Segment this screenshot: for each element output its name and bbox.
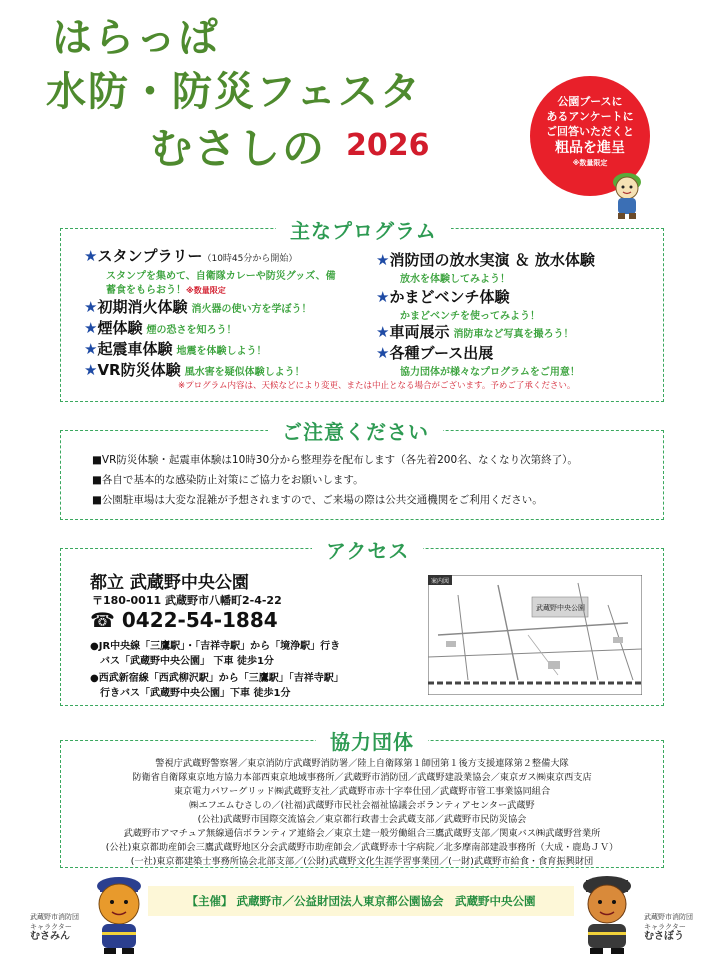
program-name: 煙体験 bbox=[97, 319, 143, 337]
program-disclaimer: ※プログラム内容は、天候などにより変更、または中止となる場合がございます。予めご了承ください。 bbox=[178, 381, 576, 391]
cooperation-line: 武蔵野市アマチュア無線通信ボランティア連絡会／東京土建一般労働組合三鷹武蔵野支部／関東バス㈱武蔵野営業所 bbox=[123, 828, 601, 839]
program-item bbox=[84, 359, 305, 380]
program-desc: かまどベンチを使ってみよう！ bbox=[400, 311, 540, 322]
program-sub: 地震を体験しよう！ bbox=[176, 346, 267, 357]
program-desc bbox=[106, 281, 226, 296]
left-character-caption bbox=[30, 912, 79, 942]
program-name: 車両展示 bbox=[389, 323, 450, 341]
caution-line: ■各自で基本的な感染防止対策にご協力をお願いします。 bbox=[92, 474, 364, 486]
mascot-icon bbox=[606, 168, 648, 220]
caption-line: 武蔵野市消防団 bbox=[644, 913, 693, 921]
map-corner-label: 案内図 bbox=[431, 578, 450, 585]
program-heading: 主なプログラム bbox=[276, 215, 451, 244]
title-line-3: むさしの bbox=[150, 124, 327, 173]
star-icon: ★ bbox=[84, 340, 98, 358]
program-desc-text: 蓄食をもらおう！ bbox=[106, 285, 186, 296]
program-note: （10時45分から開始） bbox=[202, 254, 298, 264]
route-line: ●西武新宿線「西武柳沢駅」から「三鷹駅」「吉祥寺駅」 bbox=[90, 673, 344, 684]
badge-line-1: 公園ブースに bbox=[557, 95, 623, 108]
star-icon: ★ bbox=[84, 298, 98, 316]
phone-icon: ☎ bbox=[90, 608, 115, 632]
route-line: 行きバス「武蔵野中央公園」下車 徒歩1分 bbox=[90, 688, 291, 699]
phone-text: 0422-54-1884 bbox=[121, 608, 278, 632]
program-desc: 放水を体験してみよう！ bbox=[400, 274, 510, 285]
route-line: ●JR中央線「三鷹駅」・「吉祥寺駅」から「境浄駅」行き bbox=[90, 641, 341, 652]
musamin-character-icon bbox=[88, 872, 150, 956]
program-item bbox=[376, 249, 595, 270]
program-item bbox=[84, 338, 266, 359]
caution-line: ■VR防災体験・起震車体験は10時30分から整理券を配布します（各先着200名、なくなり次第終了）。 bbox=[92, 454, 578, 466]
program-sub: 煙の恐さを知ろう！ bbox=[146, 325, 237, 336]
program-name: VR防災体験 bbox=[97, 361, 181, 379]
park-name: 都立 武蔵野中央公園 bbox=[90, 573, 249, 593]
park-address: 〒180-0011 武蔵野市八幡町2-4-22 bbox=[92, 594, 282, 607]
program-sub: 消防車など写真を撮ろう！ bbox=[453, 329, 574, 340]
musabou-character-icon bbox=[576, 870, 638, 956]
cooperation-line: ㈱エフエムむさしの／(社福)武蔵野市民社会福祉協議会ボランティアセンター武蔵野 bbox=[189, 800, 535, 811]
program-name: 初期消火体験 bbox=[97, 298, 188, 316]
program-name: スタンプラリー bbox=[97, 247, 203, 265]
program-sub: 消火器の使い方を学ぼう！ bbox=[191, 304, 312, 315]
program-item bbox=[84, 245, 297, 266]
cooperation-line: 警視庁武蔵野警察署／東京消防庁武蔵野消防署／陸上自衛隊第１師団第１後方支援連隊第２整備大隊 bbox=[155, 758, 569, 769]
cooperation-line: (一社)東京都建築士事務所協会北部支部／(公財)武蔵野文化生涯学習事業団／(一財)武蔵野市給食・食育振興財団 bbox=[130, 856, 594, 867]
program-desc: スタンプを集めて、自衛隊カレーや防災グッズ、備 bbox=[106, 271, 336, 282]
star-icon: ★ bbox=[376, 288, 390, 306]
caption-line: キャラクター bbox=[30, 923, 72, 931]
program-item bbox=[376, 321, 573, 342]
access-map bbox=[428, 575, 642, 695]
star-icon: ★ bbox=[84, 247, 98, 265]
cooperation-line: (公社)武蔵野市国際交流協会／東京都行政書士会武蔵支部／武蔵野市民防災協会 bbox=[197, 814, 527, 825]
badge-line-5: ※数量限定 bbox=[572, 159, 608, 167]
badge-line-2: あるアンケートに bbox=[546, 110, 634, 123]
program-sub: 風水害を疑似体験しよう！ bbox=[184, 367, 305, 378]
program-desc: 協力団体が様々なプログラムをご用意！ bbox=[400, 367, 580, 378]
star-icon: ★ bbox=[84, 319, 98, 337]
cooperation-heading: 協力団体 bbox=[316, 726, 428, 755]
character-name: むさみん bbox=[30, 931, 70, 942]
access-heading: アクセス bbox=[312, 535, 423, 564]
caution-heading: ご注意ください bbox=[268, 416, 443, 445]
program-name: かまどベンチ体験 bbox=[389, 288, 510, 306]
program-limit-note: ※数量限定 bbox=[186, 286, 226, 295]
program-name: 起震車体験 bbox=[97, 340, 173, 358]
route-line: バス「武蔵野中央公園」 下車 徒歩1分 bbox=[90, 656, 274, 667]
program-item bbox=[84, 317, 236, 338]
character-name: むさぼう bbox=[644, 931, 684, 942]
title-year: 2026 bbox=[346, 128, 430, 163]
cooperation-line: 東京電力パワーグリッド㈱武蔵野支社／武蔵野市赤十字奉仕団／武蔵野市管工事業協同組合 bbox=[173, 786, 551, 797]
cooperation-line: 防衛省自衛隊東京地方協力本部西東京地域事務所／武蔵野市消防団／武蔵野建設業協会／東京ガス㈱東京西支店 bbox=[132, 772, 592, 783]
program-item bbox=[376, 342, 493, 363]
star-icon: ★ bbox=[376, 323, 390, 341]
cooperation-line: (公社)東京都助産師会三鷹武蔵野地区分会武蔵野市助産師会／武蔵野赤十字病院／北多摩南部建設事務所（大成・鹿島ＪＶ） bbox=[105, 842, 619, 853]
program-name: 消防団の放水実演 ＆ 放水体験 bbox=[389, 251, 595, 269]
title-line-2: 水防・防災フェスタ bbox=[46, 69, 422, 115]
phone-number bbox=[90, 608, 278, 632]
star-icon: ★ bbox=[376, 251, 390, 269]
caution-line: ■公園駐車場は大変な混雑が予想されますので、ご来場の際は公共交通機関をご利用ください。 bbox=[92, 494, 543, 506]
caption-line: 武蔵野市消防団 bbox=[30, 913, 79, 921]
star-icon: ★ bbox=[84, 361, 98, 379]
program-name: 各種ブース出展 bbox=[389, 344, 494, 362]
host-banner: 【主催】 武蔵野市／公益財団法人東京都公園協会 武蔵野中央公園 bbox=[148, 886, 574, 916]
badge-line-3: ご回答いただくと bbox=[546, 125, 634, 138]
map-park-label: 武蔵野中央公園 bbox=[536, 604, 585, 612]
program-item bbox=[84, 296, 311, 317]
program-item bbox=[376, 286, 509, 307]
caption-line: キャラクター bbox=[644, 923, 686, 931]
right-character-caption bbox=[644, 912, 693, 942]
title-line-1: はらっぱ bbox=[52, 15, 220, 61]
star-icon: ★ bbox=[376, 344, 390, 362]
badge-line-4: 粗品を進呈 bbox=[555, 140, 625, 156]
